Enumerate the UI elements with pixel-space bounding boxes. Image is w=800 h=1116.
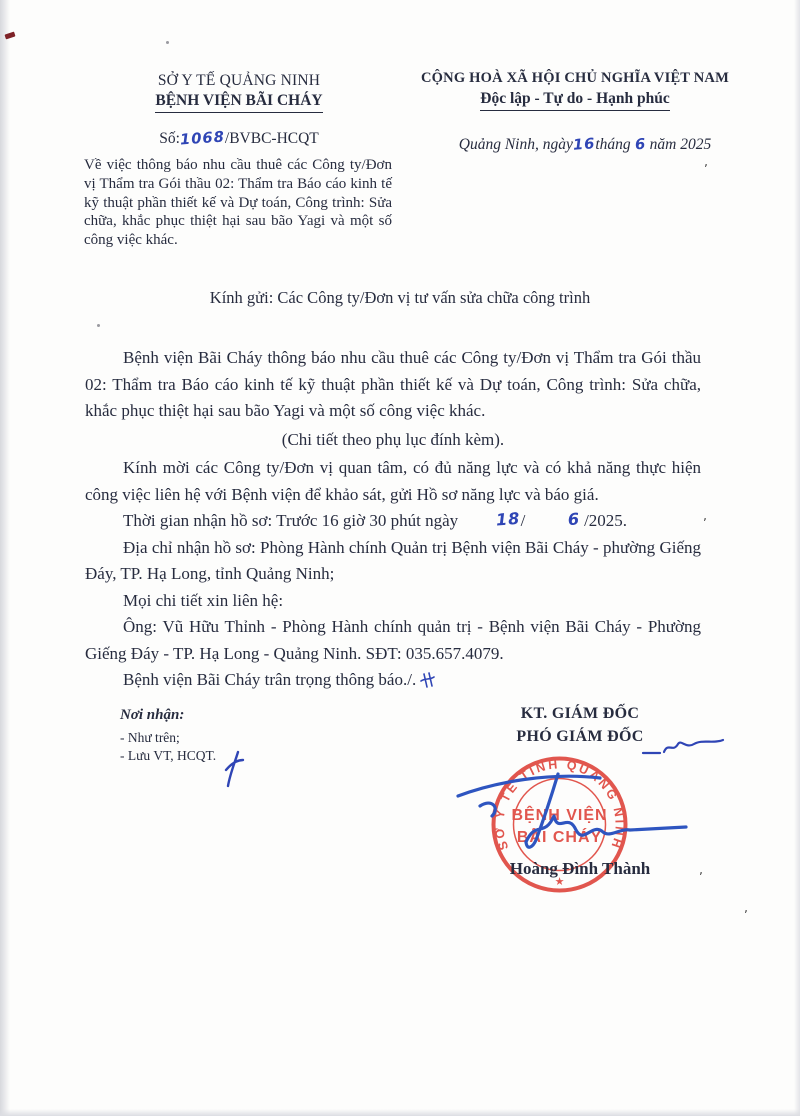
doc-no-handwritten: 1068 [179,128,226,149]
contact-intro-line: Mọi chi tiết xin liên hệ: [123,590,284,610]
recipients-label: Nơi nhận: [120,707,185,723]
place-date-line: Quảng Ninh, ngày16tháng 6 năm 2025 [458,135,712,154]
scan-edge-bottom [0,1109,800,1116]
document-number [88,130,390,148]
parent-org-name: SỞ Y TẾ QUẢNG NINH [157,72,321,89]
doc-no-prefix: Số: [159,130,180,147]
deadline-day-handwritten: 18 [495,508,522,530]
deputy-director-title: PHÓ GIÁM ĐỐC [516,728,644,745]
acting-director-title: KT. GIÁM ĐỐC [520,705,640,722]
signature-scribble [440,748,710,873]
scan-artifact [166,41,169,44]
scan-artifact: ʼ [699,870,703,884]
closing-line: Bệnh viện Bãi Cháy trân trọng thông báo./. [85,667,701,694]
signer-name: Hoàng Đình Thành [509,859,651,878]
attachment-note: (Chi tiết theo phụ lục đính kèm). [281,429,505,449]
national-header-block [400,70,750,111]
stamp-center-line1: BỆNH VIỆN [511,807,608,824]
scan-edge-left [0,0,10,1116]
scan-edge-right [794,0,800,1116]
document-subject: Về việc thông báo nhu cầu thuê các Công ty/Đơn vị Thẩm tra Gói thầu 02: Thẩm tra Báo cáo kinh tế kỹ thuật phần thiết kế và Dự toán, Công trình: Sửa chữa, khắc phục thiệt hại sau bão Yagi và một số công việc khác. [84,157,392,249]
doc-no-suffix: /BVBC-HCQT [224,130,319,147]
deadline-month-handwritten: 6 [566,509,581,530]
national-motto: Độc lập - Tự do - Hạnh phúc [400,90,750,111]
scan-artifact: ʼ [704,162,708,176]
date-day-handwritten: 16 [572,135,596,154]
address-line: Địa chỉ nhận hồ sơ: Phòng Hành chính Quản trị Bệnh viện Bãi Cháy - phường Giếng Đáy, TP. Hạ Long, tỉnh Quảng Ninh; [85,537,701,583]
issuing-org-block [88,72,390,113]
national-title: CỘNG HOÀ XÃ HỘI CHỦ NGHĨA VIỆT NAM [421,70,729,86]
stamp-ring-text: SỞ Y TẾ TỈNH QUẢNG NINH [492,757,627,852]
handwritten-check-mark [222,748,248,790]
hospital-name: BỆNH VIỆN BÃI CHÁY [88,92,390,113]
contact-detail-line: Ông: Vũ Hữu Thỉnh - Phòng Hành chính quản trị - Bệnh viện Bãi Cháy - Phường Giếng Đáy - TP. Hạ Long - Quảng Ninh. SĐT: 035.657.4079. [85,617,701,663]
date-month-handwritten: 6 [633,135,647,154]
body-paragraph: Bệnh viện Bãi Cháy thông báo nhu cầu thuê các Công ty/Đơn vị Thẩm tra Gói thầu 02: Thẩm tra Báo cáo kinh tế kỹ thuật phần thiết kế và Dự toán, Công trình: Sửa chữa, khắc phục thiệt hại sau bão Yagi và một số công việc khác. [85,348,701,420]
recipients-footer-block [120,707,216,764]
deadline-line: Thời gian nhận hồ sơ: Trước 16 giờ 30 phút ngày 18/ 6 /2025. [85,508,701,535]
handwritten-end-mark [420,672,435,689]
stamp-star: ★ [554,876,565,888]
scan-artifact [97,324,100,327]
stamp-center-line2: BÃI CHÁY [516,829,603,846]
scan-artifact: ʼ [744,908,748,922]
recipient-line: Kính gửi: Các Công ty/Đơn vị tư vấn sửa chữa công trình [209,288,591,307]
scan-artifact: ʼ [703,516,707,530]
recipients-item: - Lưu VT, HCQT. [120,747,217,763]
recipients-item: - Như trên; [120,730,180,745]
letter-body [85,345,701,694]
body-paragraph: Kính mời các Công ty/Đơn vị quan tâm, có đủ năng lực và có khả năng thực hiện công việc liên hệ với Bệnh viện để khảo sát, gửi Hồ sơ năng lực và báo giá. [85,458,701,504]
